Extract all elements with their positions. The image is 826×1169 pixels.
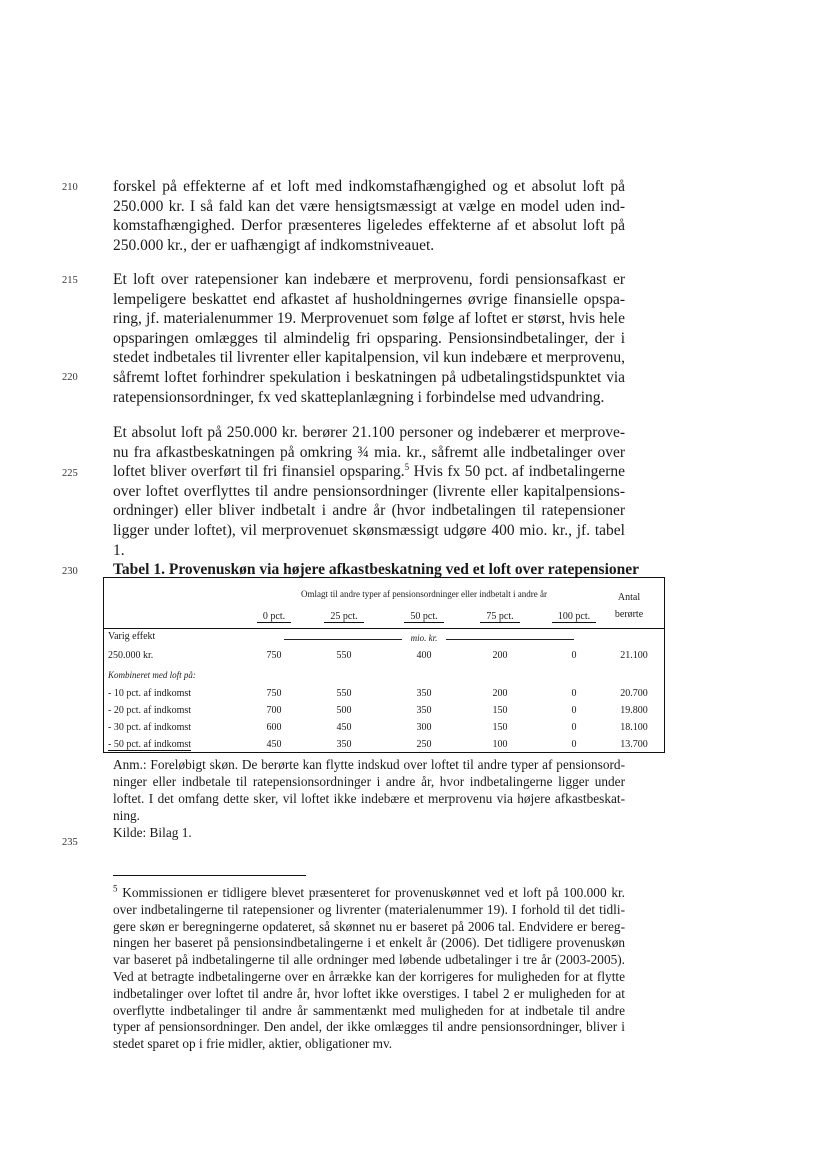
table-cell: 150: [492, 705, 508, 716]
table-cell: 13.700: [620, 739, 648, 750]
table-cell: 350: [416, 705, 432, 716]
row-label: - 30 pct. af indkomst: [108, 722, 192, 733]
text-line: 1.: [113, 541, 125, 559]
unit-label: mio. kr.: [404, 633, 444, 643]
table-note: [113, 756, 625, 841]
table-cell: 600: [266, 722, 282, 733]
column-header: 100 pct.: [544, 611, 604, 622]
text-line: typer af pensionsordninger. Den andel, der ikke omlægges til andre pensionsordninger, bliver i: [113, 1019, 625, 1035]
paragraph-2: [113, 270, 625, 407]
text-line: gere skøn er beregningerne opdateret, så skønnet nu er baseret på 2006 tal. Endvidere er bereg-: [113, 918, 625, 934]
table-group-header: Omlagt til andre typer af pensionsordninger eller indbetalt i andre år: [301, 589, 547, 599]
text-line: loftet. I det omfang dette sker, vil loftet ikke indebære et merprovenu via højere afkastbeskat-: [113, 791, 625, 806]
text-segment: Hvis fx 50 pct. af indbetalingerne: [409, 463, 625, 481]
line-number: 220: [62, 372, 78, 383]
table-cell: 19.800: [620, 705, 648, 716]
table-row: [104, 688, 666, 706]
table-row: [104, 631, 666, 649]
table-cell: 0: [571, 739, 577, 750]
table-cell: 450: [336, 722, 352, 733]
text-line: var baseret på indbetalingerne til alle ordninger med løbende udbetalinger i tre år (2003-2005).: [113, 952, 625, 968]
text-line: forskel på effekterne af et loft med indkomstafhængighed og et absolut loft på: [113, 178, 625, 195]
table-cell: 0: [571, 722, 577, 733]
row-label: 250.000 kr.: [108, 650, 154, 661]
table-row: [104, 705, 666, 723]
table-cell: 500: [336, 705, 352, 716]
antal-header: berørte: [614, 609, 644, 620]
table-cell: 450: [266, 739, 282, 750]
table-row: [104, 650, 666, 668]
table-title: Tabel 1. Provenuskøn via højere afkastbeskatning ved et loft over ratepensioner: [113, 561, 640, 578]
line-number: 230: [62, 566, 78, 577]
text-line: såfremt loftet forhindrer spekulation i beskatningen på udbetalingstidspunktet via: [113, 368, 625, 386]
text-line: nu fra afkastbeskatningen på omkring ¾ mia. kr., såfremt alle indbetalinger over: [113, 443, 625, 461]
table-source: Kilde: Bilag 1.: [113, 825, 192, 840]
column-header: 75 pct.: [470, 611, 530, 622]
table-cell: 20.700: [620, 688, 648, 699]
table-cell: 350: [336, 739, 352, 750]
text-line: ring, jf. materialenummer 19. Merprovenuet som følge af loftet er størst, hvis hele: [113, 310, 625, 328]
antal-header: Antal: [617, 592, 641, 603]
table-cell: 100: [492, 739, 508, 750]
line-number: 235: [62, 837, 78, 848]
text-line: [113, 462, 625, 482]
table-cell: 750: [266, 688, 282, 699]
text-line: over loftet overflyttes til andre pensionsordninger (livrente eller kapitalpensions-: [113, 482, 625, 500]
paragraph-3: [113, 423, 625, 560]
text-line: stedet sparet op i frie midler, aktier, obligationer mv.: [113, 1036, 393, 1052]
table-cell: 700: [266, 705, 282, 716]
line-number: 210: [62, 182, 78, 193]
table-cell: 0: [571, 688, 577, 699]
text-line: over indbetalingerne til ratepensioner og livrenter (materialenummer 19). I forhold til det tidli-: [113, 901, 625, 917]
text-line: Anm.: Foreløbigt skøn. De berørte kan flytte indskud over loftet til andre typer af pensionsord-: [113, 757, 625, 772]
table-cell: 21.100: [620, 650, 648, 661]
table-cell: 350: [416, 688, 432, 699]
text-line: opsparingen omlægges til almindelig fri opsparing. Pensionsindbetalinger, der i: [113, 329, 625, 347]
line-number: 215: [62, 275, 78, 286]
column-header: 50 pct.: [394, 611, 454, 622]
paragraph-1: [113, 177, 625, 255]
table-cell: 550: [336, 650, 352, 661]
row-label: - 10 pct. af indkomst: [108, 688, 192, 699]
row-label: Kombineret med loft på:: [108, 670, 196, 680]
text-line: ning.: [113, 808, 140, 823]
table-cell: 18.100: [620, 722, 648, 733]
table-cell: 400: [416, 650, 432, 661]
table: [103, 577, 665, 753]
footnote-mark: 5: [113, 883, 118, 894]
text-line: 250.000 kr. I så fald kan det være hensigtsmæssigt at vælge en model uden ind-: [113, 197, 625, 215]
table-cell: 200: [492, 688, 508, 699]
footnote-rule: [113, 875, 306, 876]
text-line: Et absolut loft på 250.000 kr. berører 21.100 personer og indebærer et merprove-: [113, 424, 625, 441]
text-line: ligger under loftet), vil merprovenuet skønsmæssigt udgøre 400 mio. kr., jf. tabel: [113, 521, 625, 539]
text-line: stedet indbetales til livrenter eller kapitalpension, vil kun indebære et merprovenu,: [113, 349, 625, 367]
table-row: [104, 670, 666, 688]
table-cell: 200: [492, 650, 508, 661]
text-line: 250.000 kr., der er uafhængigt af indkomstniveauet.: [113, 236, 435, 254]
header-divider: [104, 628, 664, 629]
table-cell: 0: [571, 705, 577, 716]
table-cell: 550: [336, 688, 352, 699]
column-header: 25 pct.: [314, 611, 374, 622]
text-line: komstafhængighed. Derfor præsenteres ligeledes effekterne af et absolut loft på: [113, 217, 625, 235]
row-label: - 20 pct. af indkomst: [108, 705, 192, 716]
table-row: [104, 722, 666, 740]
text-segment: Kommissionen er tidligere blevet præsenteret for provenuskønnet ved et loft på 100.000 kr.: [117, 885, 625, 900]
text-line: lempeligere beskattet end afkastet af husholdningernes øvrige finansielle opspa-: [113, 290, 625, 308]
line-number: 225: [62, 468, 78, 479]
text-line: ninger eller indbetale til ratepensionsordninger i andre år, hvor indbetalingerne ligger under: [113, 774, 625, 789]
row-label: Varig effekt: [108, 631, 156, 642]
table-cell: 750: [266, 650, 282, 661]
footnote: [113, 885, 625, 1053]
text-line: overflytte indbetalinger til andre år sammentænkt med muligheden for at indbetale til andre: [113, 1002, 625, 1018]
column-header: 0 pct.: [244, 611, 304, 622]
table-row: [104, 739, 666, 757]
text-line: indbetalinger over loftet til andre år, hvor loftet ikke overstiges. I tabel 2 er muligheden for at: [113, 985, 625, 1001]
table-cell: 0: [571, 650, 577, 661]
table-cell: 150: [492, 722, 508, 733]
text-line: ordninger) eller bliver indbetalt i andre år (hvor indbetalingen til ratepensioner: [113, 502, 625, 520]
text-line: ratepensionsordninger, fx ved skatteplanlægning i forbindelse med udvandring.: [113, 388, 605, 406]
text-line: Et loft over ratepensioner kan indebære et merprovenu, fordi pensionsafkast er: [113, 271, 625, 288]
text-line: Ved at betragte indbetalingerne over en årrække kan der korrigeres for muligheden for at flytte: [113, 968, 625, 984]
row-label: - 50 pct. af indkomst: [108, 739, 192, 750]
table-cell: 250: [416, 739, 432, 750]
table-cell: 300: [416, 722, 432, 733]
text-segment: loftet bliver overført til fri finansiel opsparing.: [113, 463, 405, 481]
footnote-ref: 5: [404, 462, 410, 473]
text-line: [113, 885, 625, 902]
text-line: ningen her baseret på pensionsindbetalingerne i et enkelt år (2006). Det tidligere provenuskøn: [113, 935, 625, 951]
